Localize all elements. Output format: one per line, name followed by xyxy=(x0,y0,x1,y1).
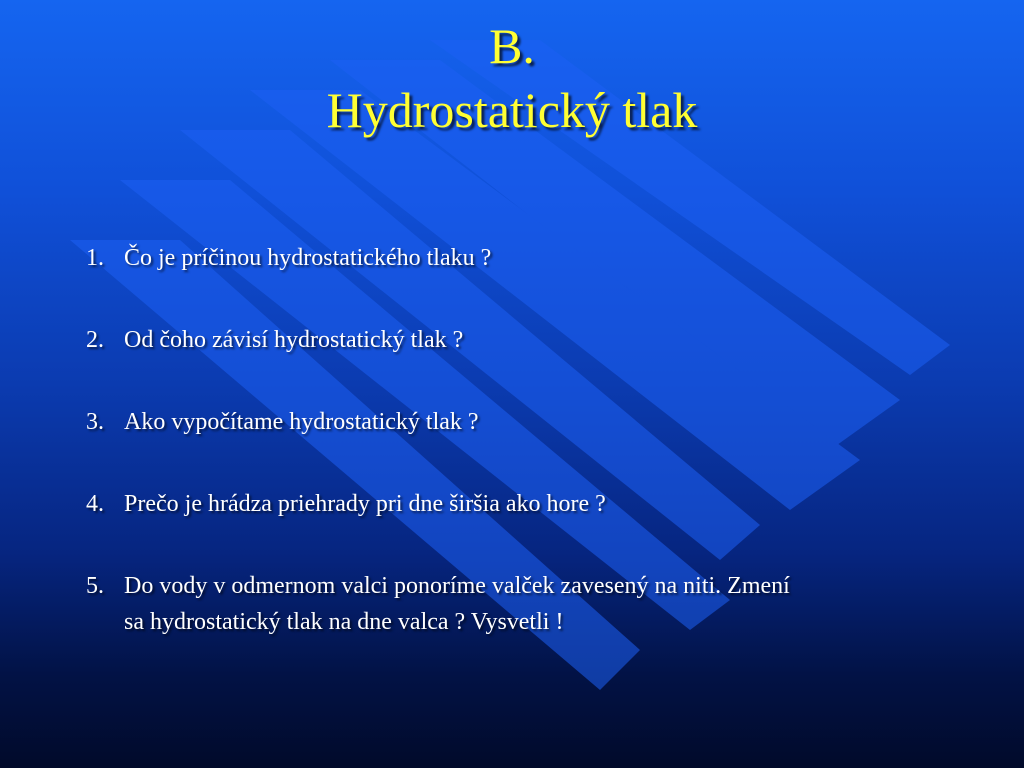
title-line-2: Hydrostatický tlak xyxy=(326,82,698,138)
item-number: 5. xyxy=(86,573,104,599)
item-number: 1. xyxy=(86,245,104,271)
item-text: Do vody v odmernom valci ponoríme valček zavesený na niti. Zmení xyxy=(124,573,790,599)
item-text: Čo je príčinou hydrostatického tlaku ? xyxy=(124,245,492,271)
list-item xyxy=(86,486,986,522)
list-item xyxy=(86,240,986,276)
item-number: 2. xyxy=(86,327,104,353)
item-text: Ako vypočítame hydrostatický tlak ? xyxy=(124,409,479,435)
item-text: Od čoho závisí hydrostatický tlak ? xyxy=(124,327,464,353)
list-item xyxy=(86,404,986,440)
title-line-1: B. xyxy=(489,18,535,74)
list-item xyxy=(86,568,986,640)
item-text: Prečo je hrádza priehrady pri dne širšia ako hore ? xyxy=(124,491,606,517)
item-number: 4. xyxy=(86,491,104,517)
item-number: 3. xyxy=(86,409,104,435)
item-text-continuation: sa hydrostatický tlak na dne valca ? Vysvetli ! xyxy=(124,609,564,635)
list-item xyxy=(86,322,986,358)
